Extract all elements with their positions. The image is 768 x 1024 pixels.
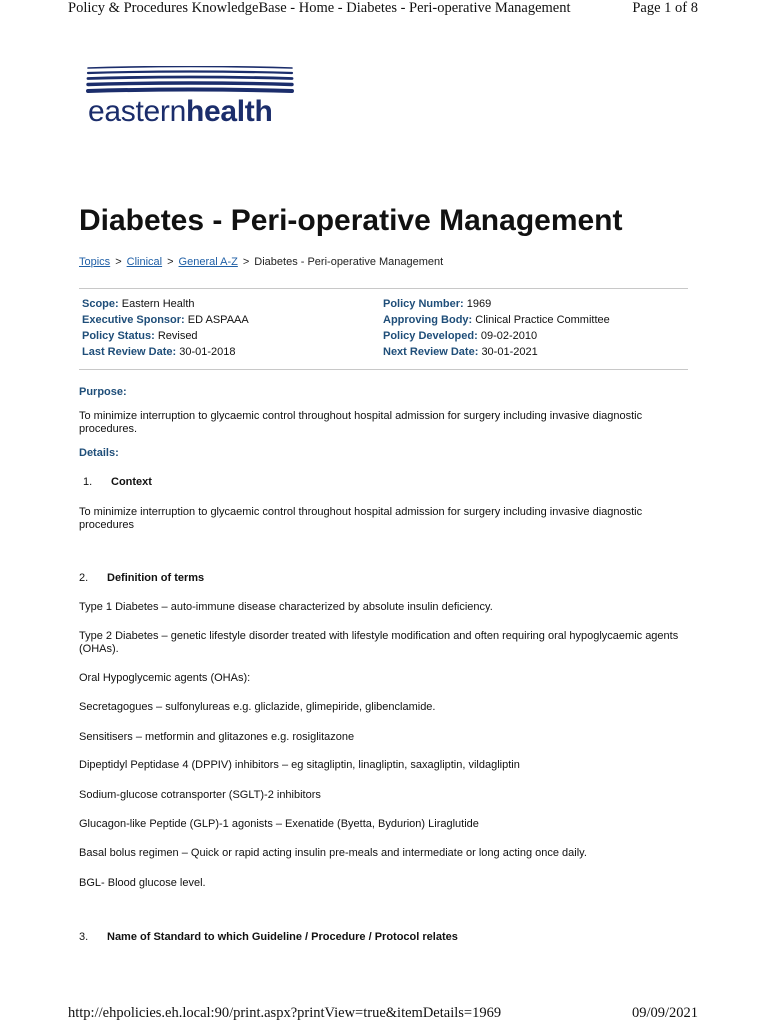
definition-item: Dipeptidyl Peptidase 4 (DPPIV) inhibitors – eg sitagliptin, linagliptin, saxagliptin, vildagliptin (79, 759, 520, 771)
meta-approving-body (383, 312, 610, 328)
definition-item: Glucagon-like Peptide (GLP)-1 agonists – Exenatide (Byetta, Bydurion) Liraglutide (79, 818, 479, 830)
page-title: Diabetes - Peri-operative Management (79, 204, 623, 237)
meta-value: 09-02-2010 (480, 330, 538, 342)
section-heading: Name of Standard to which Guideline / Procedure / Protocol relates (107, 931, 458, 943)
section-number: 2. (79, 572, 89, 584)
print-header (68, 0, 698, 20)
breadcrumb-separator: > (115, 256, 122, 268)
definition-item: Oral Hypoglycemic agents (OHAs): (79, 672, 251, 684)
section-2-heading (79, 572, 689, 585)
policy-meta-right (383, 296, 610, 360)
divider (79, 369, 688, 370)
meta-label: Next Review Date: (383, 346, 479, 358)
breadcrumb-general-a-z[interactable]: General A-Z (178, 256, 238, 268)
breadcrumb-clinical[interactable]: Clinical (126, 256, 163, 268)
meta-next-review-date (383, 344, 610, 360)
meta-value: 1969 (466, 298, 492, 310)
meta-label: Approving Body: (383, 314, 473, 326)
logo-waves-icon (86, 66, 296, 96)
divider (79, 288, 688, 289)
print-date: 09/09/2021 (631, 1005, 698, 1021)
print-url: http://ehpolicies.eh.local:90/print.aspx?printView=true&itemDetails=1969 (68, 1005, 502, 1021)
logo-text-bold: health (185, 95, 273, 128)
purpose-text: To minimize interruption to glycaemic control throughout hospital admission for surgery including invasive diagnostic procedures. (79, 410, 643, 435)
meta-policy-developed (383, 328, 610, 344)
definition-item: BGL- Blood glucose level. (79, 877, 206, 889)
details-label: Details: (79, 447, 119, 459)
section-number: 3. (79, 931, 89, 943)
meta-last-review-date (82, 344, 249, 360)
purpose-label: Purpose: (79, 386, 127, 398)
meta-value: Clinical Practice Committee (475, 314, 610, 326)
page-indicator: Page 1 of 8 (632, 0, 698, 16)
meta-scope (82, 296, 249, 312)
meta-label: Executive Sponsor: (82, 314, 185, 326)
definition-item: Type 1 Diabetes – auto-immune disease characterized by absolute insulin deficiency. (79, 601, 493, 613)
meta-label: Policy Number: (383, 298, 464, 310)
breadcrumb (79, 256, 443, 268)
meta-value: Revised (157, 330, 198, 342)
definition-item: Sensitisers – metformin and glitazones e.g. rosiglitazone (79, 731, 355, 743)
logo-wordmark (88, 96, 273, 128)
section-heading: Context (111, 476, 152, 488)
meta-label: Last Review Date: (82, 346, 177, 358)
print-header-title: Policy & Procedures KnowledgeBase - Home - Diabetes - Peri-operative Management (68, 0, 571, 16)
meta-executive-sponsor (82, 312, 249, 328)
print-footer (68, 1005, 698, 1023)
policy-meta-left (82, 296, 249, 360)
meta-value: 30-01-2018 (179, 346, 236, 358)
definition-item: Secretagogues – sulfonylureas e.g. gliclazide, glimepiride, glibenclamide. (79, 701, 436, 713)
meta-value: ED ASPAAA (187, 314, 249, 326)
section-1-text: To minimize interruption to glycaemic control throughout hospital admission for surgery including invasive diagnostic procedures (79, 506, 643, 531)
meta-label: Policy Status: (82, 330, 155, 342)
meta-value: 30-01-2021 (481, 346, 538, 358)
section-number: 1. (83, 476, 93, 488)
breadcrumb-current: Diabetes - Peri-operative Management (254, 256, 444, 268)
meta-policy-status (82, 328, 249, 344)
definition-item: Sodium-glucose cotransporter (SGLT)-2 inhibitors (79, 789, 321, 801)
definition-item: Type 2 Diabetes – genetic lifestyle disorder treated with lifestyle modification and often requiring oral hypoglycaemic agents (OHAs). (79, 630, 679, 655)
section-1-heading (79, 476, 689, 489)
logo-text-light: eastern (88, 95, 186, 128)
section-heading: Definition of terms (107, 572, 205, 584)
breadcrumb-separator: > (242, 256, 250, 268)
meta-label: Scope: (82, 298, 119, 310)
meta-policy-number (383, 296, 610, 312)
eastern-health-logo (86, 66, 296, 128)
meta-value: Eastern Health (121, 298, 195, 310)
section-3-heading (79, 931, 689, 944)
breadcrumb-separator: > (167, 256, 174, 268)
meta-label: Policy Developed: (383, 330, 478, 342)
definition-item: Basal bolus regimen – Quick or rapid acting insulin pre-meals and intermediate or long acting once daily. (79, 847, 587, 859)
breadcrumb-topics[interactable]: Topics (79, 256, 111, 268)
